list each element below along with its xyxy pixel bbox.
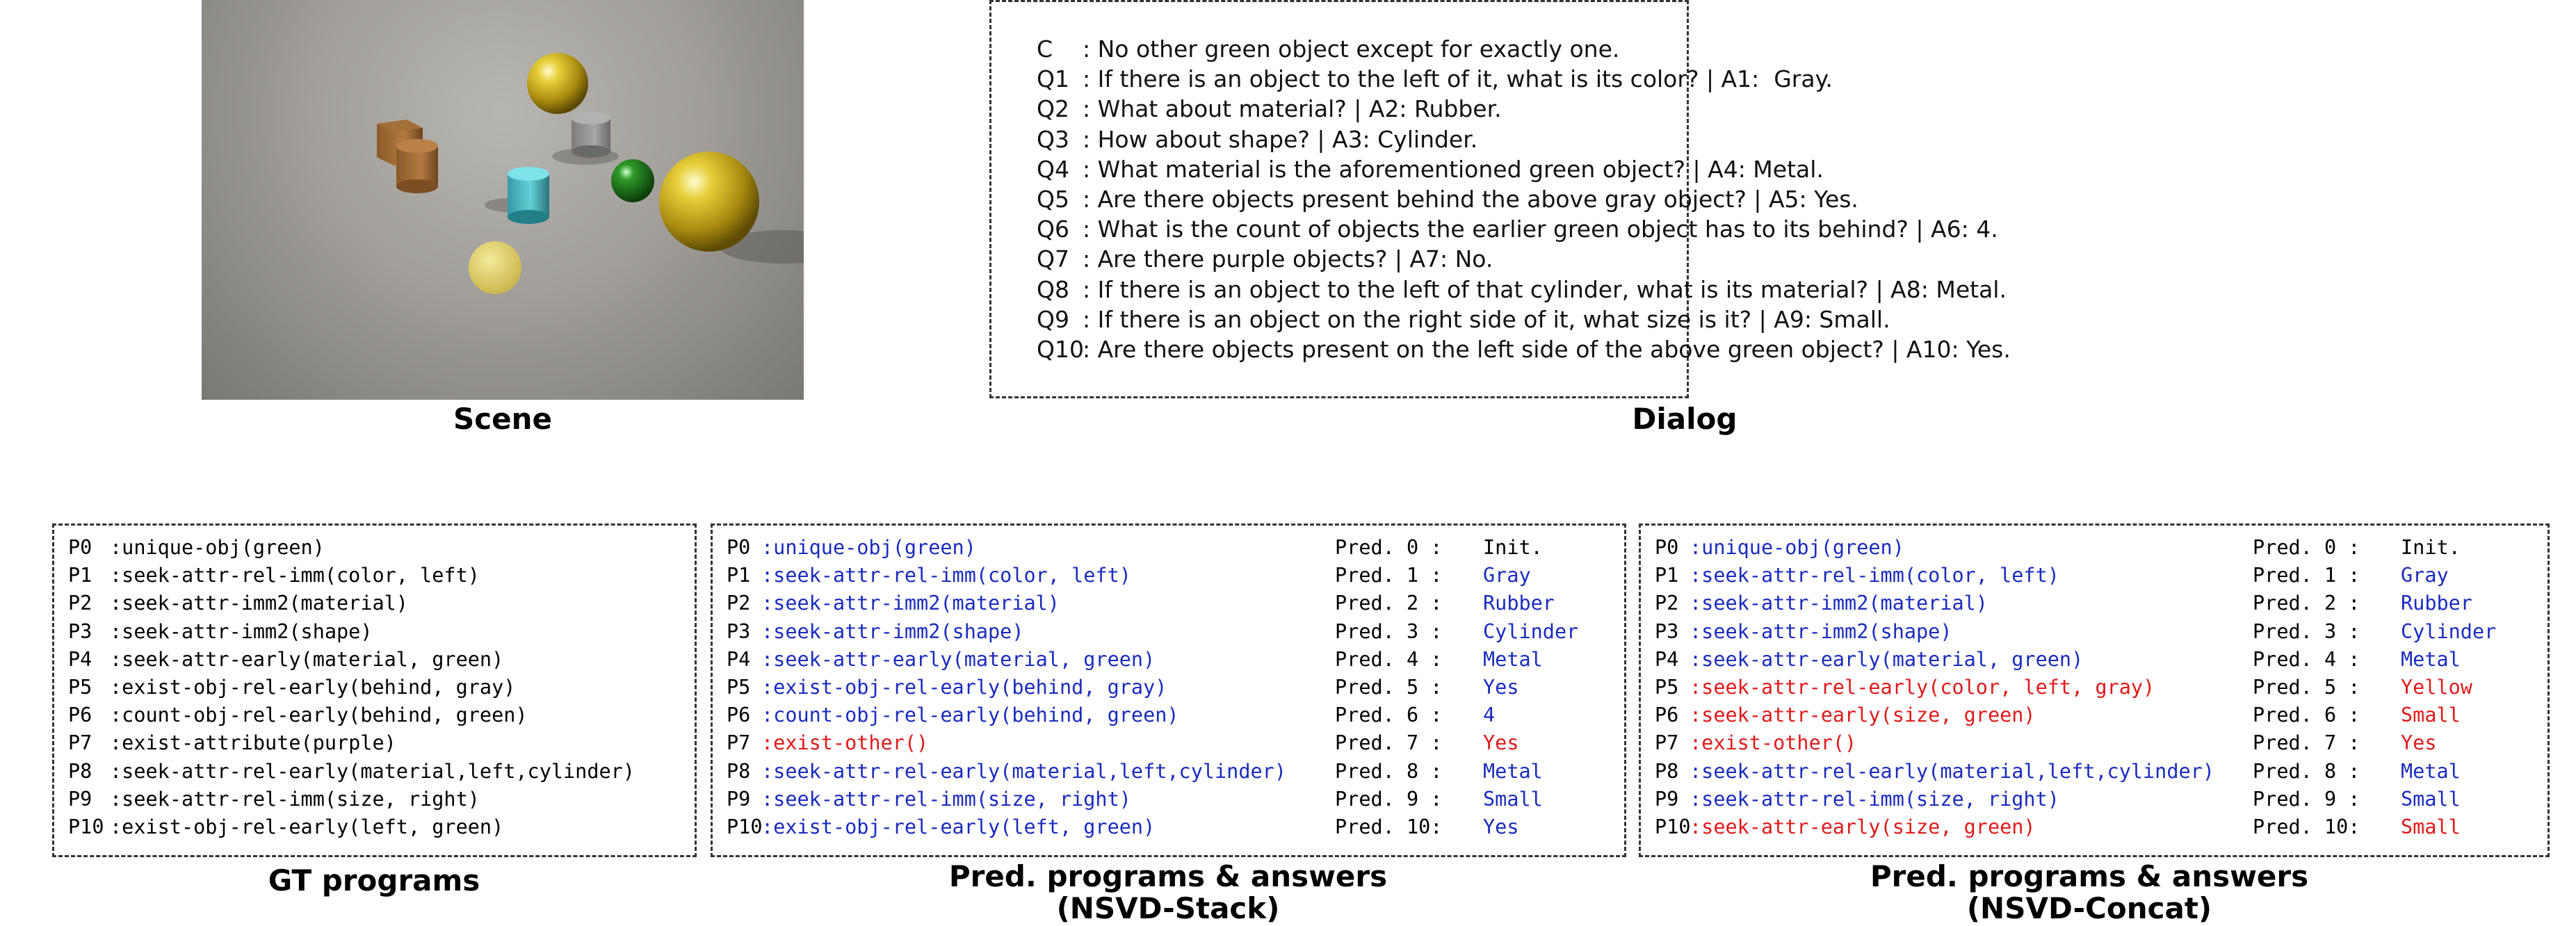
- pred-answer: Rubber: [1483, 592, 1555, 615]
- dialog-line-text: : If there is an object on the right side of it, what size is it? | A9: Small.: [1083, 305, 1890, 333]
- program-id: P1: [1655, 564, 1679, 587]
- pred-answer: Cylinder: [1483, 619, 1579, 643]
- program-row: [1641, 813, 2547, 841]
- program-row: [713, 701, 1624, 729]
- dialog-line-id: C: [1037, 35, 1053, 63]
- program-text: :seek-attr-rel-imm(color, left): [761, 564, 1131, 587]
- program-row: [54, 786, 695, 813]
- program-text: :exist-attribute(purple): [110, 731, 396, 755]
- pred-answer: Gray: [2401, 564, 2449, 587]
- program-text: :seek-attr-imm2(shape): [110, 619, 373, 643]
- pred-answer: Rubber: [2401, 592, 2472, 615]
- pred-answer: Yes: [1483, 676, 1519, 699]
- dialog-line-id: Q5: [1037, 186, 1069, 213]
- pred-label: Pred. 6 :: [1335, 704, 1443, 727]
- pred-label: Pred. 8 :: [2253, 759, 2360, 783]
- pred-label: Pred. 2 :: [1335, 592, 1443, 615]
- pred-label: Pred. 9 :: [1335, 787, 1443, 811]
- dialog-line-id: Q7: [1037, 245, 1069, 273]
- program-id: P8: [68, 759, 92, 783]
- program-id: P9: [1655, 787, 1679, 811]
- program-row: [1641, 729, 2547, 757]
- program-id: P3: [727, 619, 751, 643]
- pred-label: Pred. 3 :: [1335, 619, 1443, 643]
- program-text: :seek-attr-imm2(shape): [1690, 619, 1952, 643]
- gt-programs-box: [52, 523, 697, 857]
- program-text: :count-obj-rel-early(behind, green): [761, 704, 1179, 727]
- program-row: [1641, 618, 2547, 646]
- program-id: P9: [727, 787, 751, 811]
- pred-label: Pred. 1 :: [1335, 564, 1443, 587]
- dialog-line-text: : How about shape? | A3: Cylinder.: [1083, 125, 1478, 153]
- program-text: :seek-attr-imm2(material): [110, 592, 408, 615]
- program-row: [713, 786, 1624, 813]
- yellow-sphere: [469, 241, 521, 294]
- dialog-line-id: Q9: [1037, 305, 1069, 333]
- dialog-line: [1037, 304, 1890, 334]
- program-id: P0: [68, 536, 92, 559]
- program-row: [54, 729, 695, 757]
- green-sphere: [611, 159, 654, 202]
- program-id: P3: [1655, 619, 1679, 643]
- gold-sphere-small: [527, 53, 588, 114]
- pred-answer: Metal: [2401, 759, 2461, 783]
- dialog-line: [1037, 184, 1858, 214]
- program-id: P5: [1655, 676, 1679, 699]
- program-text: :seek-attr-early(material, green): [761, 647, 1156, 671]
- pred-label: Pred. 0 :: [1335, 536, 1443, 559]
- program-text: :count-obj-rel-early(behind, green): [110, 704, 528, 727]
- program-row: [1641, 534, 2547, 562]
- program-row: [54, 618, 695, 646]
- program-row: [1641, 562, 2547, 590]
- pred-answer: Small: [2401, 787, 2461, 811]
- pred-answer: Gray: [1483, 564, 1531, 587]
- gray-cylinder-bottom: [572, 145, 610, 158]
- program-id: P6: [68, 704, 92, 727]
- pred-label: Pred. 5 :: [1335, 676, 1443, 699]
- program-id: P2: [727, 592, 751, 615]
- pred-answer: Cylinder: [2401, 619, 2497, 643]
- program-row: [54, 646, 695, 674]
- program-text: :seek-attr-rel-imm(color, left): [110, 564, 480, 587]
- pred-answer: Small: [1483, 787, 1543, 811]
- program-id: P0: [727, 536, 751, 559]
- dialog-line: [1037, 154, 1824, 184]
- program-id: P6: [1655, 704, 1679, 727]
- pred-label: Pred. 4 :: [2253, 647, 2360, 671]
- program-row: [1641, 590, 2547, 617]
- program-text: :exist-obj-rel-early(left, green): [110, 815, 504, 838]
- cyan-cylinder-bottom: [508, 210, 549, 224]
- program-text: :seek-attr-imm2(material): [761, 592, 1060, 615]
- stack-caption-line1: Pred. programs & answers: [948, 859, 1388, 893]
- pred-answer: Small: [2401, 815, 2461, 838]
- dialog-line-id: Q4: [1037, 155, 1069, 183]
- program-row: [713, 674, 1624, 701]
- program-row: [713, 729, 1624, 757]
- dialog-line-id: Q1: [1037, 65, 1069, 93]
- program-row: [1641, 786, 2547, 813]
- scene-caption: Scene: [453, 402, 553, 436]
- program-text: :unique-obj(green): [761, 536, 976, 559]
- dialog-line: [1037, 34, 1619, 64]
- dialog-line: [1037, 275, 2007, 304]
- pred-answer: Init.: [1483, 536, 1543, 559]
- program-row: [54, 758, 695, 786]
- dialog-line: [1037, 334, 2011, 364]
- pred-label: Pred. 7 :: [1335, 731, 1443, 755]
- program-row: [1641, 674, 2547, 701]
- pred-label: Pred. 5 :: [2253, 676, 2360, 699]
- program-row: [1641, 646, 2547, 674]
- dialog-line-text: : Are there objects present behind the above gray object? | A5: Yes.: [1083, 186, 1858, 213]
- pred-label: Pred. 10:: [2253, 815, 2360, 838]
- cyan-cylinder-top: [508, 167, 549, 181]
- program-text: :exist-obj-rel-early(left, green): [761, 815, 1156, 838]
- program-id: P2: [1655, 592, 1679, 615]
- program-text: :seek-attr-rel-imm(color, left): [1690, 564, 2059, 587]
- program-text: :exist-other(): [761, 731, 929, 755]
- gold-sphere-large: [659, 152, 759, 252]
- program-text: :exist-other(): [1690, 731, 1857, 755]
- program-text: :unique-obj(green): [110, 536, 325, 559]
- stack-caption-line2: (NSVD-Stack): [1056, 891, 1280, 925]
- program-row: [54, 562, 695, 590]
- pred-label: Pred. 10:: [1335, 815, 1443, 838]
- scene-render: [202, 0, 804, 400]
- brown-cylinder-bottom: [396, 179, 438, 193]
- pred-label: Pred. 8 :: [1335, 759, 1443, 783]
- pred-answer: Metal: [2401, 647, 2461, 671]
- pred-answer: Yellow: [2401, 676, 2472, 699]
- pred-answer: Yes: [1483, 815, 1519, 838]
- program-row: [713, 646, 1624, 674]
- program-row: [54, 701, 695, 729]
- program-id: P7: [727, 731, 751, 755]
- dialog-line-id: Q2: [1037, 95, 1069, 123]
- dialog-line-id: Q6: [1037, 216, 1069, 243]
- program-text: :seek-attr-rel-imm(size, right): [761, 787, 1131, 811]
- program-row: [1641, 758, 2547, 786]
- brown-cylinder-top: [396, 139, 438, 153]
- pred-label: Pred. 3 :: [2253, 619, 2360, 643]
- program-row: [713, 562, 1624, 590]
- program-row: [1641, 701, 2547, 729]
- dialog-box: [989, 0, 2011, 398]
- dialog-line-id: Q10: [1037, 336, 1084, 363]
- program-row: [713, 813, 1624, 841]
- program-row: [54, 590, 695, 617]
- program-row: [713, 590, 1624, 617]
- program-text: :seek-attr-rel-imm(size, right): [1690, 787, 2059, 811]
- program-id: P2: [68, 592, 92, 615]
- concat-caption-line1: Pred. programs & answers: [1870, 859, 2309, 893]
- pred-answer: Init.: [2401, 536, 2461, 559]
- program-id: P4: [68, 647, 92, 671]
- program-text: :exist-obj-rel-early(behind, gray): [761, 676, 1167, 699]
- program-text: :seek-attr-rel-early(material,left,cylinder): [110, 759, 635, 783]
- program-id: P5: [727, 676, 751, 699]
- dialog-line-text: : No other green object except for exactly one.: [1083, 35, 1620, 63]
- program-id: P8: [727, 759, 751, 783]
- pred-answer: Yes: [2401, 731, 2437, 755]
- program-id: P1: [727, 564, 751, 587]
- program-text: :seek-attr-imm2(shape): [761, 619, 1024, 643]
- dialog-line-id: Q8: [1037, 275, 1069, 303]
- program-text: :seek-attr-early(size, green): [1690, 815, 2036, 838]
- pred-answer: Metal: [1483, 759, 1543, 783]
- program-id: P4: [1655, 647, 1679, 671]
- program-id: P10: [727, 815, 763, 838]
- program-id: P10: [1655, 815, 1691, 838]
- pred-answer: Metal: [1483, 647, 1543, 671]
- dialog-line-text: : If there is an object to the left of that cylinder, what is its material? | A8: Metal.: [1083, 275, 2007, 303]
- pred-answer: Small: [2401, 704, 2461, 727]
- dialog-line-text: : If there is an object to the left of it, what is its color? | A1: Gray.: [1083, 65, 1833, 93]
- program-id: P7: [1655, 731, 1679, 755]
- program-text: :seek-attr-rel-imm(size, right): [110, 787, 480, 811]
- dialog-line-text: : What is the count of objects the earlier green object has to its behind? | A6: 4.: [1083, 216, 1998, 243]
- dialog-line-text: : What material is the aforementioned green object? | A4: Metal.: [1083, 155, 1824, 183]
- program-id: P4: [727, 647, 751, 671]
- program-id: P1: [68, 564, 92, 587]
- concat-programs-box: [1639, 523, 2550, 857]
- pred-label: Pred. 2 :: [2253, 592, 2360, 615]
- program-id: P3: [68, 619, 92, 643]
- program-text: :exist-obj-rel-early(behind, gray): [110, 676, 516, 699]
- program-row: [713, 534, 1624, 562]
- dialog-caption: Dialog: [1632, 402, 1737, 436]
- pred-label: Pred. 4 :: [1335, 647, 1443, 671]
- dialog-line: [1037, 244, 1493, 274]
- pred-label: Pred. 1 :: [2253, 564, 2360, 587]
- pred-answer: Yes: [1483, 731, 1519, 755]
- program-text: :seek-attr-early(size, green): [1690, 704, 2036, 727]
- pred-label: Pred. 7 :: [2253, 731, 2360, 755]
- stack-programs-box: [711, 523, 1626, 857]
- program-text: :seek-attr-early(material, green): [1690, 647, 2084, 671]
- gray-cylinder-top: [572, 112, 610, 124]
- program-id: P6: [727, 704, 751, 727]
- pred-label: Pred. 0 :: [2253, 536, 2360, 559]
- concat-caption-line2: (NSVD-Concat): [1966, 891, 2212, 925]
- program-text: :seek-attr-rel-early(color, left, gray): [1690, 676, 2155, 699]
- dialog-line: [1037, 64, 1833, 94]
- dialog-line: [1037, 94, 1502, 124]
- dialog-line-text: : What about material? | A2: Rubber.: [1083, 95, 1502, 123]
- pred-answer: 4: [1483, 704, 1496, 727]
- program-id: P7: [68, 731, 92, 755]
- program-id: P9: [68, 787, 92, 811]
- program-id: P10: [68, 815, 104, 838]
- program-row: [54, 813, 695, 841]
- dialog-line: [1037, 124, 1477, 154]
- gt-caption: GT programs: [268, 863, 480, 897]
- program-text: :seek-attr-imm2(material): [1690, 592, 1988, 615]
- scene-image: [202, 0, 804, 400]
- program-row: [713, 758, 1624, 786]
- program-row: [54, 534, 695, 562]
- program-text: :seek-attr-rel-early(material,left,cylinder): [761, 759, 1286, 783]
- dialog-line-text: : Are there purple objects? | A7: No.: [1083, 245, 1493, 273]
- program-row: [713, 618, 1624, 646]
- dialog-line: [1037, 214, 1998, 244]
- program-text: :seek-attr-early(material, green): [110, 647, 504, 671]
- program-id: P0: [1655, 536, 1679, 559]
- pred-label: Pred. 6 :: [2253, 704, 2360, 727]
- dialog-line-id: Q3: [1037, 125, 1069, 153]
- dialog-line-text: : Are there objects present on the left side of the above green object? | A10: Yes.: [1083, 336, 2011, 363]
- program-text: :seek-attr-rel-early(material,left,cylinder): [1690, 759, 2214, 783]
- program-id: P5: [68, 676, 92, 699]
- program-id: P8: [1655, 759, 1679, 783]
- program-row: [54, 674, 695, 701]
- pred-label: Pred. 9 :: [2253, 787, 2360, 811]
- program-text: :unique-obj(green): [1690, 536, 1904, 559]
